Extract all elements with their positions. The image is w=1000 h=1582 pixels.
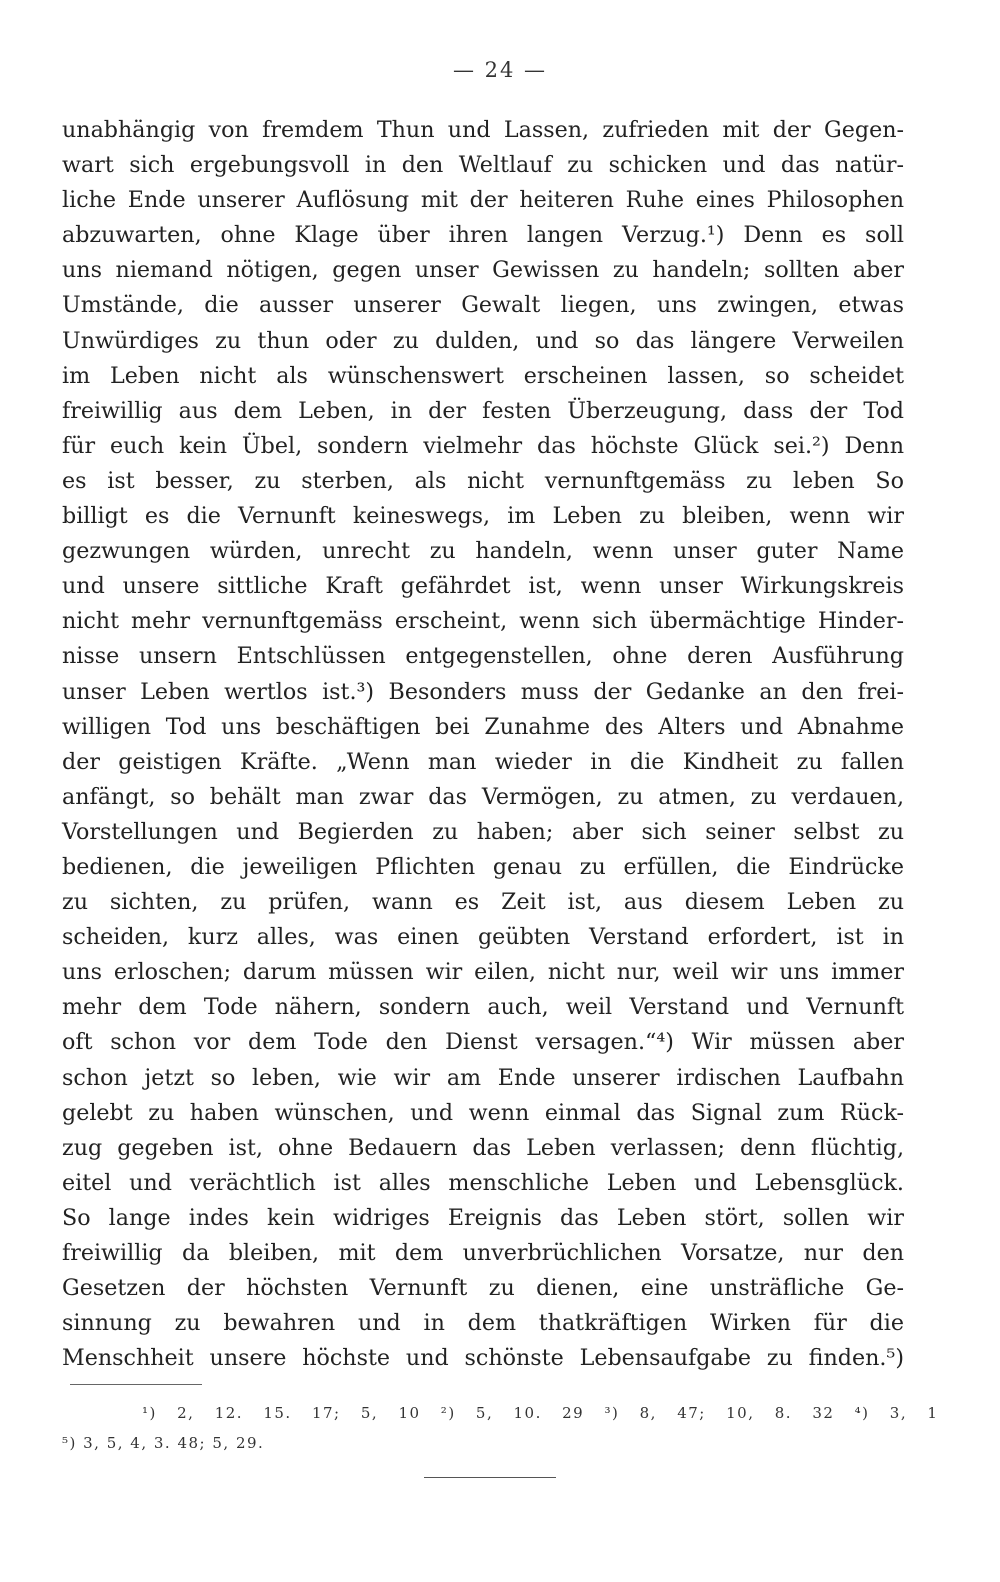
text-line: unser Leben wertlos ist.³) Besonders muss der Gedanke an den frei- — [62, 678, 904, 705]
page-end-rule — [424, 1477, 556, 1478]
text-line: gezwungen würden, unrecht zu handeln, wenn unser guter Name — [62, 538, 904, 565]
text-line: abzuwarten, ohne Klage über ihren langen Verzug.¹) Denn es soll — [62, 222, 904, 249]
text-line: nicht mehr vernunftgemäss erscheint, wenn sich übermächtige Hinder- — [62, 608, 904, 635]
text-line: Unwürdiges zu thun oder zu dulden, und so das längere Verweilen — [62, 327, 904, 354]
text-line: schon jetzt so leben, wie wir am Ende unserer irdischen Laufbahn — [62, 1064, 904, 1091]
text-line: freiwillig aus dem Leben, in der festen Überzeugung, dass der Tod — [62, 397, 904, 424]
text-line: und unsere sittliche Kraft gefährdet ist, wenn unser Wirkungskreis — [62, 573, 904, 600]
text-line: für euch kein Übel, sondern vielmehr das höchste Glück sei.²) Denn — [62, 432, 904, 459]
text-line: oft schon vor dem Tode den Dienst versagen.“⁴) Wir müssen aber — [62, 1029, 904, 1056]
footnote-line: ¹) 2, 12. 15. 17; 5, 10 ²) 5, 10. 29 ³) 8, 47; 10, 8. 32 ⁴) 3, 1 — [142, 1404, 939, 1422]
text-line: uns niemand nötigen, gegen unser Gewissen zu handeln; sollten aber — [62, 257, 904, 284]
text-line: zu sichten, zu prüfen, wann es Zeit ist, aus diesem Leben zu — [62, 889, 904, 916]
text-line: der geistigen Kräfte. „Wenn man wieder in die Kindheit zu fallen — [62, 748, 904, 775]
text-line: bedienen, die jeweiligen Pflichten genau zu erfüllen, die Eindrücke — [62, 853, 904, 880]
page-number-header: — 24 — — [452, 58, 548, 82]
footnotes — [62, 1398, 939, 1458]
text-line: mehr dem Tode nähern, sondern auch, weil Verstand und Vernunft — [62, 994, 904, 1021]
text-line: Gesetzen der höchsten Vernunft zu dienen, eine unsträfliche Ge- — [62, 1275, 904, 1302]
text-line: billigt es die Vernunft keineswegs, im Leben zu bleiben, wenn wir — [62, 503, 904, 530]
text-line: anfängt, so behält man zwar das Vermögen, zu atmen, zu verdauen, — [62, 783, 904, 810]
text-line: eitel und verächtlich ist alles menschliche Leben und Lebensglück. — [62, 1169, 904, 1196]
text-line: gelebt zu haben wünschen, und wenn einmal das Signal zum Rück- — [62, 1099, 904, 1126]
footnote-line: ⁵) 3, 5, 4, 3. 48; 5, 29. — [62, 1434, 265, 1452]
text-line: Umstände, die ausser unserer Gewalt liegen, uns zwingen, etwas — [62, 292, 904, 319]
text-line: zug gegeben ist, ohne Bedauern das Leben verlassen; denn flüchtig, — [62, 1134, 904, 1161]
text-line: liche Ende unserer Auflösung mit der heiteren Ruhe eines Philosophen — [62, 187, 904, 214]
text-line: nisse unsern Entschlüssen entgegenstellen, ohne deren Ausführung — [62, 643, 904, 670]
text-line: So lange indes kein widriges Ereignis das Leben stört, sollen wir — [62, 1204, 904, 1231]
text-line: im Leben nicht als wünschenswert erscheinen lassen, so scheidet — [62, 362, 904, 389]
text-line: uns erloschen; darum müssen wir eilen, nicht nur, weil wir uns immer — [62, 959, 904, 986]
text-line: scheiden, kurz alles, was einen geübten Verstand erfordert, ist in — [62, 924, 904, 951]
text-line: es ist besser, zu sterben, als nicht vernunftgemäss zu leben So — [62, 467, 904, 494]
text-line: Menschheit unsere höchste und schönste Lebensaufgabe zu finden.⁵) — [62, 1345, 904, 1372]
text-line: unabhängig von fremdem Thun und Lassen, zufrieden mit der Gegen- — [62, 117, 904, 143]
text-line: sinnung zu bewahren und in dem thatkräftigen Wirken für die — [62, 1310, 904, 1337]
text-line: Vorstellungen und Begierden zu haben; aber sich seiner selbst zu — [62, 818, 904, 845]
footnote-separator-rule — [70, 1384, 202, 1385]
body-text — [62, 113, 904, 1376]
text-line: wart sich ergebungsvoll in den Weltlauf zu schicken und das natür- — [62, 152, 904, 179]
text-line: willigen Tod uns beschäftigen bei Zunahme des Alters und Abnahme — [62, 713, 904, 740]
text-line: freiwillig da bleiben, mit dem unverbrüchlichen Vorsatze, nur den — [62, 1240, 904, 1266]
